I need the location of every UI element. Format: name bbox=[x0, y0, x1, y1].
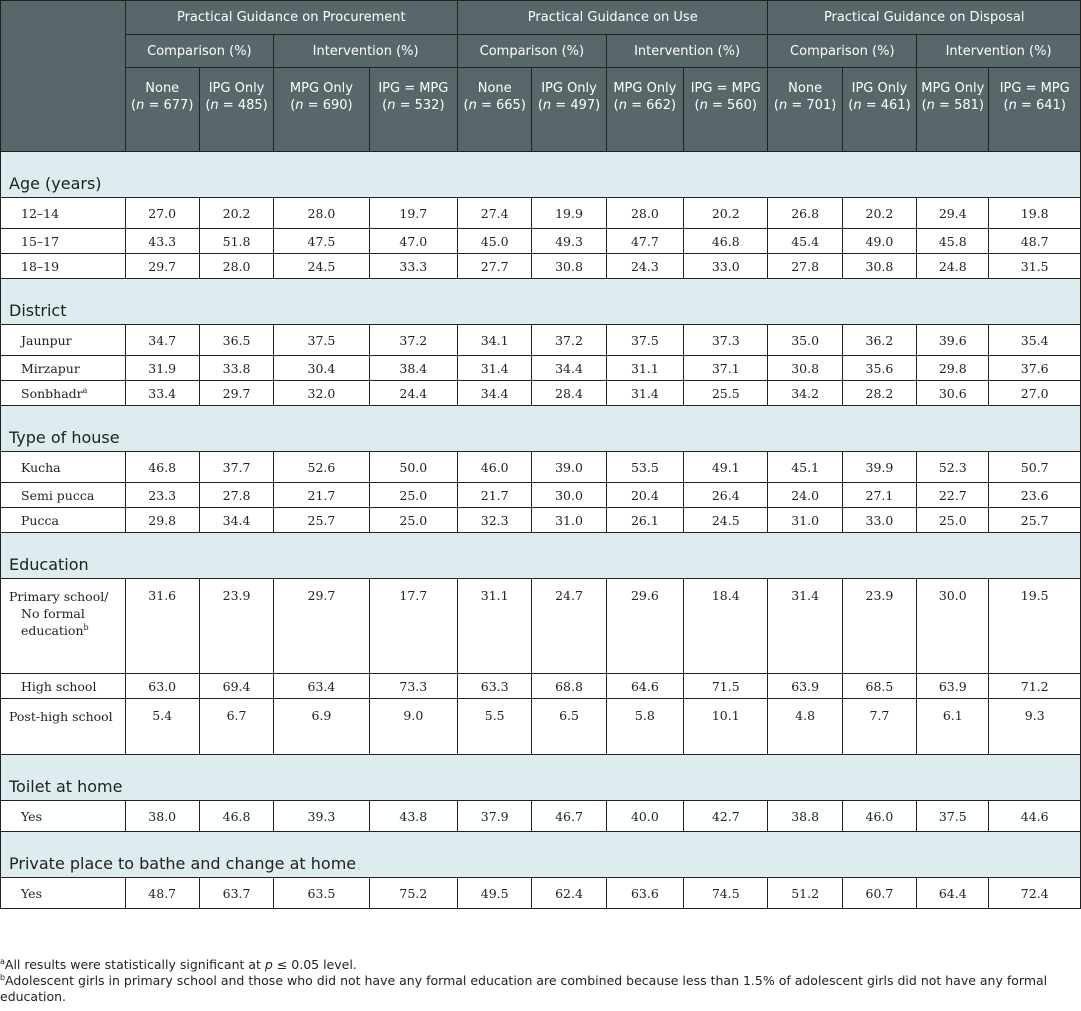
value-cell: 74.5 bbox=[684, 878, 768, 909]
value-cell: 25.0 bbox=[917, 508, 989, 533]
row-label-cell bbox=[1, 579, 126, 674]
column-label: None bbox=[477, 81, 512, 96]
row-label-cell bbox=[1, 198, 126, 229]
value-cell: 30.0 bbox=[532, 483, 606, 508]
column-header: IPG Only (n = 485) bbox=[199, 68, 273, 152]
value-cell: 21.7 bbox=[458, 483, 532, 508]
value-cell: 34.1 bbox=[458, 325, 532, 356]
value-cell: 49.5 bbox=[458, 878, 532, 909]
value-cell: 37.2 bbox=[532, 325, 606, 356]
value-cell: 39.0 bbox=[532, 452, 606, 483]
value-cell: 64.4 bbox=[917, 878, 989, 909]
value-cell: 32.3 bbox=[458, 508, 532, 533]
value-cell: 19.8 bbox=[989, 198, 1081, 229]
column-header: IPG Only (n = 497) bbox=[532, 68, 606, 152]
value-cell: 31.9 bbox=[125, 356, 199, 381]
value-cell: 36.5 bbox=[199, 325, 273, 356]
n-symbol: n bbox=[210, 98, 219, 113]
value-cell: 38.8 bbox=[768, 801, 842, 832]
value-cell: 45.1 bbox=[768, 452, 842, 483]
value-cell: 37.7 bbox=[199, 452, 273, 483]
value-cell: 20.2 bbox=[199, 198, 273, 229]
column-header: None (n = 677) bbox=[125, 68, 199, 152]
n-symbol: n bbox=[542, 98, 552, 113]
value-cell: 24.5 bbox=[274, 254, 369, 279]
column-header: IPG = MPG (n = 532) bbox=[369, 68, 457, 152]
value-cell: 29.6 bbox=[606, 579, 683, 674]
value-cell: 26.4 bbox=[684, 483, 768, 508]
value-cell: 6.1 bbox=[917, 699, 989, 755]
value-cell: 63.0 bbox=[125, 674, 199, 699]
value-cell: 9.0 bbox=[369, 699, 457, 755]
footnote-text: Adolescent girls in primary school and those who did not have any formal education are combined because less than 1.5% of adolescent girls did not have any formal education. bbox=[0, 973, 1048, 1004]
column-label: IPG = MPG bbox=[378, 81, 449, 96]
column-header: None (n = 701) bbox=[768, 68, 842, 152]
value-cell: 48.7 bbox=[989, 229, 1081, 254]
row-label-cell bbox=[1, 229, 126, 254]
value-cell: 24.8 bbox=[917, 254, 989, 279]
table-row bbox=[1, 801, 1081, 832]
column-label: None bbox=[145, 81, 180, 96]
value-cell: 63.9 bbox=[768, 674, 842, 699]
value-cell: 31.4 bbox=[768, 579, 842, 674]
value-cell: 39.3 bbox=[274, 801, 369, 832]
value-cell: 46.8 bbox=[684, 229, 768, 254]
row-label: 15–17 bbox=[21, 233, 60, 249]
column-label: IPG Only bbox=[208, 81, 265, 96]
value-cell: 38.4 bbox=[369, 356, 457, 381]
value-cell: 28.0 bbox=[606, 198, 683, 229]
value-cell: 37.5 bbox=[917, 801, 989, 832]
row-label-cell bbox=[1, 381, 126, 406]
column-label: MPG Only bbox=[921, 81, 985, 96]
value-cell: 52.6 bbox=[274, 452, 369, 483]
value-cell: 23.9 bbox=[199, 579, 273, 674]
row-label-cell bbox=[1, 325, 126, 356]
value-cell: 46.8 bbox=[125, 452, 199, 483]
column-label: IPG Only bbox=[541, 81, 597, 96]
table-row bbox=[1, 878, 1081, 909]
value-cell: 27.4 bbox=[458, 198, 532, 229]
value-cell: 20.4 bbox=[606, 483, 683, 508]
value-cell: 38.0 bbox=[125, 801, 199, 832]
row-label: Semi pucca bbox=[21, 487, 95, 503]
value-cell: 24.4 bbox=[369, 381, 457, 406]
column-label: IPG = MPG bbox=[690, 81, 761, 96]
row-label: 12–14 bbox=[21, 205, 60, 221]
table-row bbox=[1, 381, 1081, 406]
value-cell: 25.7 bbox=[274, 508, 369, 533]
value-cell: 33.4 bbox=[125, 381, 199, 406]
value-cell: 23.3 bbox=[125, 483, 199, 508]
value-cell: 45.0 bbox=[458, 229, 532, 254]
column-header: MPG Only (n = 662) bbox=[606, 68, 683, 152]
value-cell: 51.2 bbox=[768, 878, 842, 909]
column-n: 461 bbox=[880, 98, 906, 113]
value-cell: 19.9 bbox=[532, 198, 606, 229]
value-cell: 34.7 bbox=[125, 325, 199, 356]
value-cell: 17.7 bbox=[369, 579, 457, 674]
value-cell: 10.1 bbox=[684, 699, 768, 755]
value-cell: 5.4 bbox=[125, 699, 199, 755]
section-row bbox=[1, 279, 1081, 325]
value-cell: 32.0 bbox=[274, 381, 369, 406]
column-n: 677 bbox=[163, 98, 189, 113]
value-cell: 28.2 bbox=[842, 381, 916, 406]
value-cell: 34.4 bbox=[199, 508, 273, 533]
value-cell: 21.7 bbox=[274, 483, 369, 508]
subgroup-header: Comparison (%) bbox=[458, 35, 607, 68]
footnote-text-end: ≤ 0.05 level. bbox=[272, 957, 357, 972]
value-cell: 63.9 bbox=[917, 674, 989, 699]
value-cell: 31.4 bbox=[606, 381, 683, 406]
value-cell: 69.4 bbox=[199, 674, 273, 699]
value-cell: 31.5 bbox=[989, 254, 1081, 279]
value-cell: 52.3 bbox=[917, 452, 989, 483]
value-cell: 51.8 bbox=[199, 229, 273, 254]
row-label: Kucha bbox=[21, 459, 61, 475]
value-cell: 18.4 bbox=[684, 579, 768, 674]
column-header: IPG = MPG (n = 641) bbox=[989, 68, 1081, 152]
value-cell: 24.5 bbox=[684, 508, 768, 533]
value-cell: 39.9 bbox=[842, 452, 916, 483]
value-cell: 50.0 bbox=[369, 452, 457, 483]
value-cell: 9.3 bbox=[989, 699, 1081, 755]
column-n: 641 bbox=[1036, 98, 1061, 113]
value-cell: 28.0 bbox=[199, 254, 273, 279]
n-symbol: n bbox=[136, 98, 145, 113]
value-cell: 28.0 bbox=[274, 198, 369, 229]
value-cell: 37.5 bbox=[606, 325, 683, 356]
row-label-cell bbox=[1, 483, 126, 508]
value-cell: 63.7 bbox=[199, 878, 273, 909]
value-cell: 34.2 bbox=[768, 381, 842, 406]
value-cell: 43.8 bbox=[369, 801, 457, 832]
section-title: Private place to bathe and change at home bbox=[1, 832, 1081, 878]
column-n: 485 bbox=[237, 98, 263, 113]
column-n: 701 bbox=[806, 98, 832, 113]
column-n: 497 bbox=[570, 98, 596, 113]
table-row bbox=[1, 483, 1081, 508]
n-symbol: n bbox=[853, 98, 862, 113]
column-label: None bbox=[788, 81, 823, 96]
value-cell: 43.3 bbox=[125, 229, 199, 254]
value-cell: 20.2 bbox=[842, 198, 916, 229]
section-title: Age (years) bbox=[1, 152, 1081, 198]
value-cell: 6.7 bbox=[199, 699, 273, 755]
value-cell: 30.8 bbox=[768, 356, 842, 381]
value-cell: 35.0 bbox=[768, 325, 842, 356]
column-n: 532 bbox=[414, 98, 440, 113]
value-cell: 50.7 bbox=[989, 452, 1081, 483]
footnote-marker: a bbox=[82, 385, 88, 395]
value-cell: 23.9 bbox=[842, 579, 916, 674]
value-cell: 48.7 bbox=[125, 878, 199, 909]
value-cell: 39.6 bbox=[917, 325, 989, 356]
value-cell: 27.0 bbox=[989, 381, 1081, 406]
subgroup-header: Comparison (%) bbox=[768, 35, 917, 68]
column-header: None (n = 665) bbox=[458, 68, 532, 152]
value-cell: 5.5 bbox=[458, 699, 532, 755]
row-label: Mirzapur bbox=[21, 360, 80, 376]
value-cell: 63.5 bbox=[274, 878, 369, 909]
n-symbol: n bbox=[778, 98, 788, 113]
value-cell: 37.5 bbox=[274, 325, 369, 356]
value-cell: 33.0 bbox=[684, 254, 768, 279]
value-cell: 72.4 bbox=[989, 878, 1081, 909]
column-n: 581 bbox=[954, 98, 979, 113]
value-cell: 35.6 bbox=[842, 356, 916, 381]
value-cell: 27.1 bbox=[842, 483, 916, 508]
value-cell: 33.3 bbox=[369, 254, 457, 279]
table-row bbox=[1, 452, 1081, 483]
value-cell: 30.8 bbox=[842, 254, 916, 279]
value-cell: 29.4 bbox=[917, 198, 989, 229]
value-cell: 4.8 bbox=[768, 699, 842, 755]
column-n: 662 bbox=[646, 98, 671, 113]
value-cell: 25.0 bbox=[369, 508, 457, 533]
section-title: Type of house bbox=[1, 406, 1081, 452]
row-label-cell bbox=[1, 254, 126, 279]
n-symbol: n bbox=[468, 98, 477, 113]
row-label: Sonbhadr$^a$ bbox=[21, 385, 88, 401]
value-cell: 42.7 bbox=[684, 801, 768, 832]
column-n: 560 bbox=[727, 98, 752, 113]
column-n: 665 bbox=[495, 98, 521, 113]
value-cell: 73.3 bbox=[369, 674, 457, 699]
table-body bbox=[1, 152, 1081, 909]
row-label: Primary school/ No formal education$^b$ bbox=[9, 589, 109, 638]
value-cell: 29.8 bbox=[917, 356, 989, 381]
table-row bbox=[1, 699, 1081, 755]
value-cell: 45.4 bbox=[768, 229, 842, 254]
row-label: Yes bbox=[21, 808, 42, 824]
value-cell: 68.5 bbox=[842, 674, 916, 699]
value-cell: 25.0 bbox=[369, 483, 457, 508]
n-symbol: n bbox=[926, 98, 935, 113]
value-cell: 30.4 bbox=[274, 356, 369, 381]
group-header: Practical Guidance on Procurement bbox=[125, 1, 457, 35]
value-cell: 31.0 bbox=[532, 508, 606, 533]
value-cell: 24.3 bbox=[606, 254, 683, 279]
row-label-cell bbox=[1, 674, 126, 699]
footnote bbox=[0, 973, 1081, 1005]
footnotes bbox=[0, 957, 1081, 1005]
column-header: IPG Only (n = 461) bbox=[842, 68, 916, 152]
value-cell: 25.7 bbox=[989, 508, 1081, 533]
footnote-marker: b bbox=[83, 622, 89, 632]
value-cell: 33.8 bbox=[199, 356, 273, 381]
value-cell: 24.0 bbox=[768, 483, 842, 508]
column-n: 690 bbox=[322, 98, 348, 113]
value-cell: 49.3 bbox=[532, 229, 606, 254]
value-cell: 31.0 bbox=[768, 508, 842, 533]
value-cell: 24.7 bbox=[532, 579, 606, 674]
column-header: IPG = MPG (n = 560) bbox=[684, 68, 768, 152]
footnote-mark: a bbox=[0, 956, 5, 966]
row-label: Yes bbox=[21, 885, 42, 901]
value-cell: 62.4 bbox=[532, 878, 606, 909]
table-row bbox=[1, 579, 1081, 674]
value-cell: 37.2 bbox=[369, 325, 457, 356]
value-cell: 68.8 bbox=[532, 674, 606, 699]
row-label-cell bbox=[1, 356, 126, 381]
footnote bbox=[0, 957, 1081, 973]
value-cell: 6.9 bbox=[274, 699, 369, 755]
value-cell: 26.1 bbox=[606, 508, 683, 533]
value-cell: 29.7 bbox=[199, 381, 273, 406]
value-cell: 20.2 bbox=[684, 198, 768, 229]
value-cell: 28.4 bbox=[532, 381, 606, 406]
value-cell: 30.6 bbox=[917, 381, 989, 406]
table-header bbox=[1, 1, 1081, 152]
value-cell: 46.8 bbox=[199, 801, 273, 832]
n-symbol: n bbox=[1008, 98, 1017, 113]
value-cell: 22.7 bbox=[917, 483, 989, 508]
row-label-cell bbox=[1, 699, 126, 755]
group-header: Practical Guidance on Use bbox=[458, 1, 768, 35]
table-row bbox=[1, 325, 1081, 356]
value-cell: 31.6 bbox=[125, 579, 199, 674]
value-cell: 47.5 bbox=[274, 229, 369, 254]
value-cell: 63.3 bbox=[458, 674, 532, 699]
value-cell: 5.8 bbox=[606, 699, 683, 755]
value-cell: 49.0 bbox=[842, 229, 916, 254]
value-cell: 40.0 bbox=[606, 801, 683, 832]
value-cell: 34.4 bbox=[458, 381, 532, 406]
value-cell: 47.0 bbox=[369, 229, 457, 254]
value-cell: 29.7 bbox=[125, 254, 199, 279]
group-header: Practical Guidance on Disposal bbox=[768, 1, 1081, 35]
section-title: Education bbox=[1, 533, 1081, 579]
value-cell: 30.8 bbox=[532, 254, 606, 279]
subgroup-header: Intervention (%) bbox=[274, 35, 458, 68]
value-cell: 19.5 bbox=[989, 579, 1081, 674]
value-cell: 46.7 bbox=[532, 801, 606, 832]
row-label-cell bbox=[1, 878, 126, 909]
n-symbol: n bbox=[387, 98, 396, 113]
value-cell: 27.8 bbox=[768, 254, 842, 279]
value-cell: 35.4 bbox=[989, 325, 1081, 356]
value-cell: 31.1 bbox=[458, 579, 532, 674]
section-row bbox=[1, 832, 1081, 878]
value-cell: 31.4 bbox=[458, 356, 532, 381]
value-cell: 7.7 bbox=[842, 699, 916, 755]
section-row bbox=[1, 755, 1081, 801]
row-label: Jaunpur bbox=[21, 332, 72, 348]
section-row bbox=[1, 406, 1081, 452]
value-cell: 37.6 bbox=[989, 356, 1081, 381]
value-cell: 45.8 bbox=[917, 229, 989, 254]
value-cell: 27.0 bbox=[125, 198, 199, 229]
subgroup-header: Comparison (%) bbox=[125, 35, 274, 68]
row-label: 18–19 bbox=[21, 258, 60, 274]
column-header: MPG Only (n = 690) bbox=[274, 68, 369, 152]
row-label-cell bbox=[1, 452, 126, 483]
table-row bbox=[1, 254, 1081, 279]
column-header: MPG Only (n = 581) bbox=[917, 68, 989, 152]
subgroup-header: Intervention (%) bbox=[917, 35, 1081, 68]
section-title: District bbox=[1, 279, 1081, 325]
value-cell: 37.9 bbox=[458, 801, 532, 832]
value-cell: 44.6 bbox=[989, 801, 1081, 832]
table-row bbox=[1, 198, 1081, 229]
value-cell: 6.5 bbox=[532, 699, 606, 755]
table-row bbox=[1, 229, 1081, 254]
table-row bbox=[1, 674, 1081, 699]
value-cell: 75.2 bbox=[369, 878, 457, 909]
value-cell: 30.0 bbox=[917, 579, 989, 674]
value-cell: 29.7 bbox=[274, 579, 369, 674]
value-cell: 63.6 bbox=[606, 878, 683, 909]
section-title: Toilet at home bbox=[1, 755, 1081, 801]
value-cell: 37.3 bbox=[684, 325, 768, 356]
subgroup-header: Intervention (%) bbox=[606, 35, 768, 68]
row-label-cell bbox=[1, 508, 126, 533]
row-label: Post-high school bbox=[9, 709, 113, 724]
value-cell: 49.1 bbox=[684, 452, 768, 483]
value-cell: 19.7 bbox=[369, 198, 457, 229]
value-cell: 23.6 bbox=[989, 483, 1081, 508]
column-label: MPG Only bbox=[613, 81, 677, 96]
value-cell: 37.1 bbox=[684, 356, 768, 381]
value-cell: 27.8 bbox=[199, 483, 273, 508]
column-label: MPG Only bbox=[289, 81, 353, 96]
value-cell: 26.8 bbox=[768, 198, 842, 229]
value-cell: 25.5 bbox=[684, 381, 768, 406]
section-row bbox=[1, 152, 1081, 198]
value-cell: 27.7 bbox=[458, 254, 532, 279]
table-row bbox=[1, 356, 1081, 381]
footnote-var: p bbox=[264, 957, 273, 972]
n-symbol: n bbox=[295, 98, 304, 113]
value-cell: 71.5 bbox=[684, 674, 768, 699]
value-cell: 63.4 bbox=[274, 674, 369, 699]
value-cell: 64.6 bbox=[606, 674, 683, 699]
value-cell: 33.0 bbox=[842, 508, 916, 533]
section-row bbox=[1, 533, 1081, 579]
value-cell: 53.5 bbox=[606, 452, 683, 483]
row-label-cell bbox=[1, 801, 126, 832]
value-cell: 47.7 bbox=[606, 229, 683, 254]
n-symbol: n bbox=[699, 98, 708, 113]
value-cell: 46.0 bbox=[842, 801, 916, 832]
n-symbol: n bbox=[618, 98, 627, 113]
footnote-text: All results were statistically significant at bbox=[4, 957, 265, 972]
value-cell: 34.4 bbox=[532, 356, 606, 381]
table-row bbox=[1, 508, 1081, 533]
value-cell: 60.7 bbox=[842, 878, 916, 909]
corner-cell bbox=[1, 1, 126, 152]
row-label: Pucca bbox=[21, 512, 59, 528]
value-cell: 29.8 bbox=[125, 508, 199, 533]
column-label: IPG Only bbox=[851, 81, 908, 96]
value-cell: 36.2 bbox=[842, 325, 916, 356]
value-cell: 31.1 bbox=[606, 356, 683, 381]
value-cell: 71.2 bbox=[989, 674, 1081, 699]
footnote-mark: b bbox=[0, 972, 6, 982]
value-cell: 46.0 bbox=[458, 452, 532, 483]
row-label: High school bbox=[21, 678, 97, 694]
column-label: IPG = MPG bbox=[999, 81, 1070, 96]
